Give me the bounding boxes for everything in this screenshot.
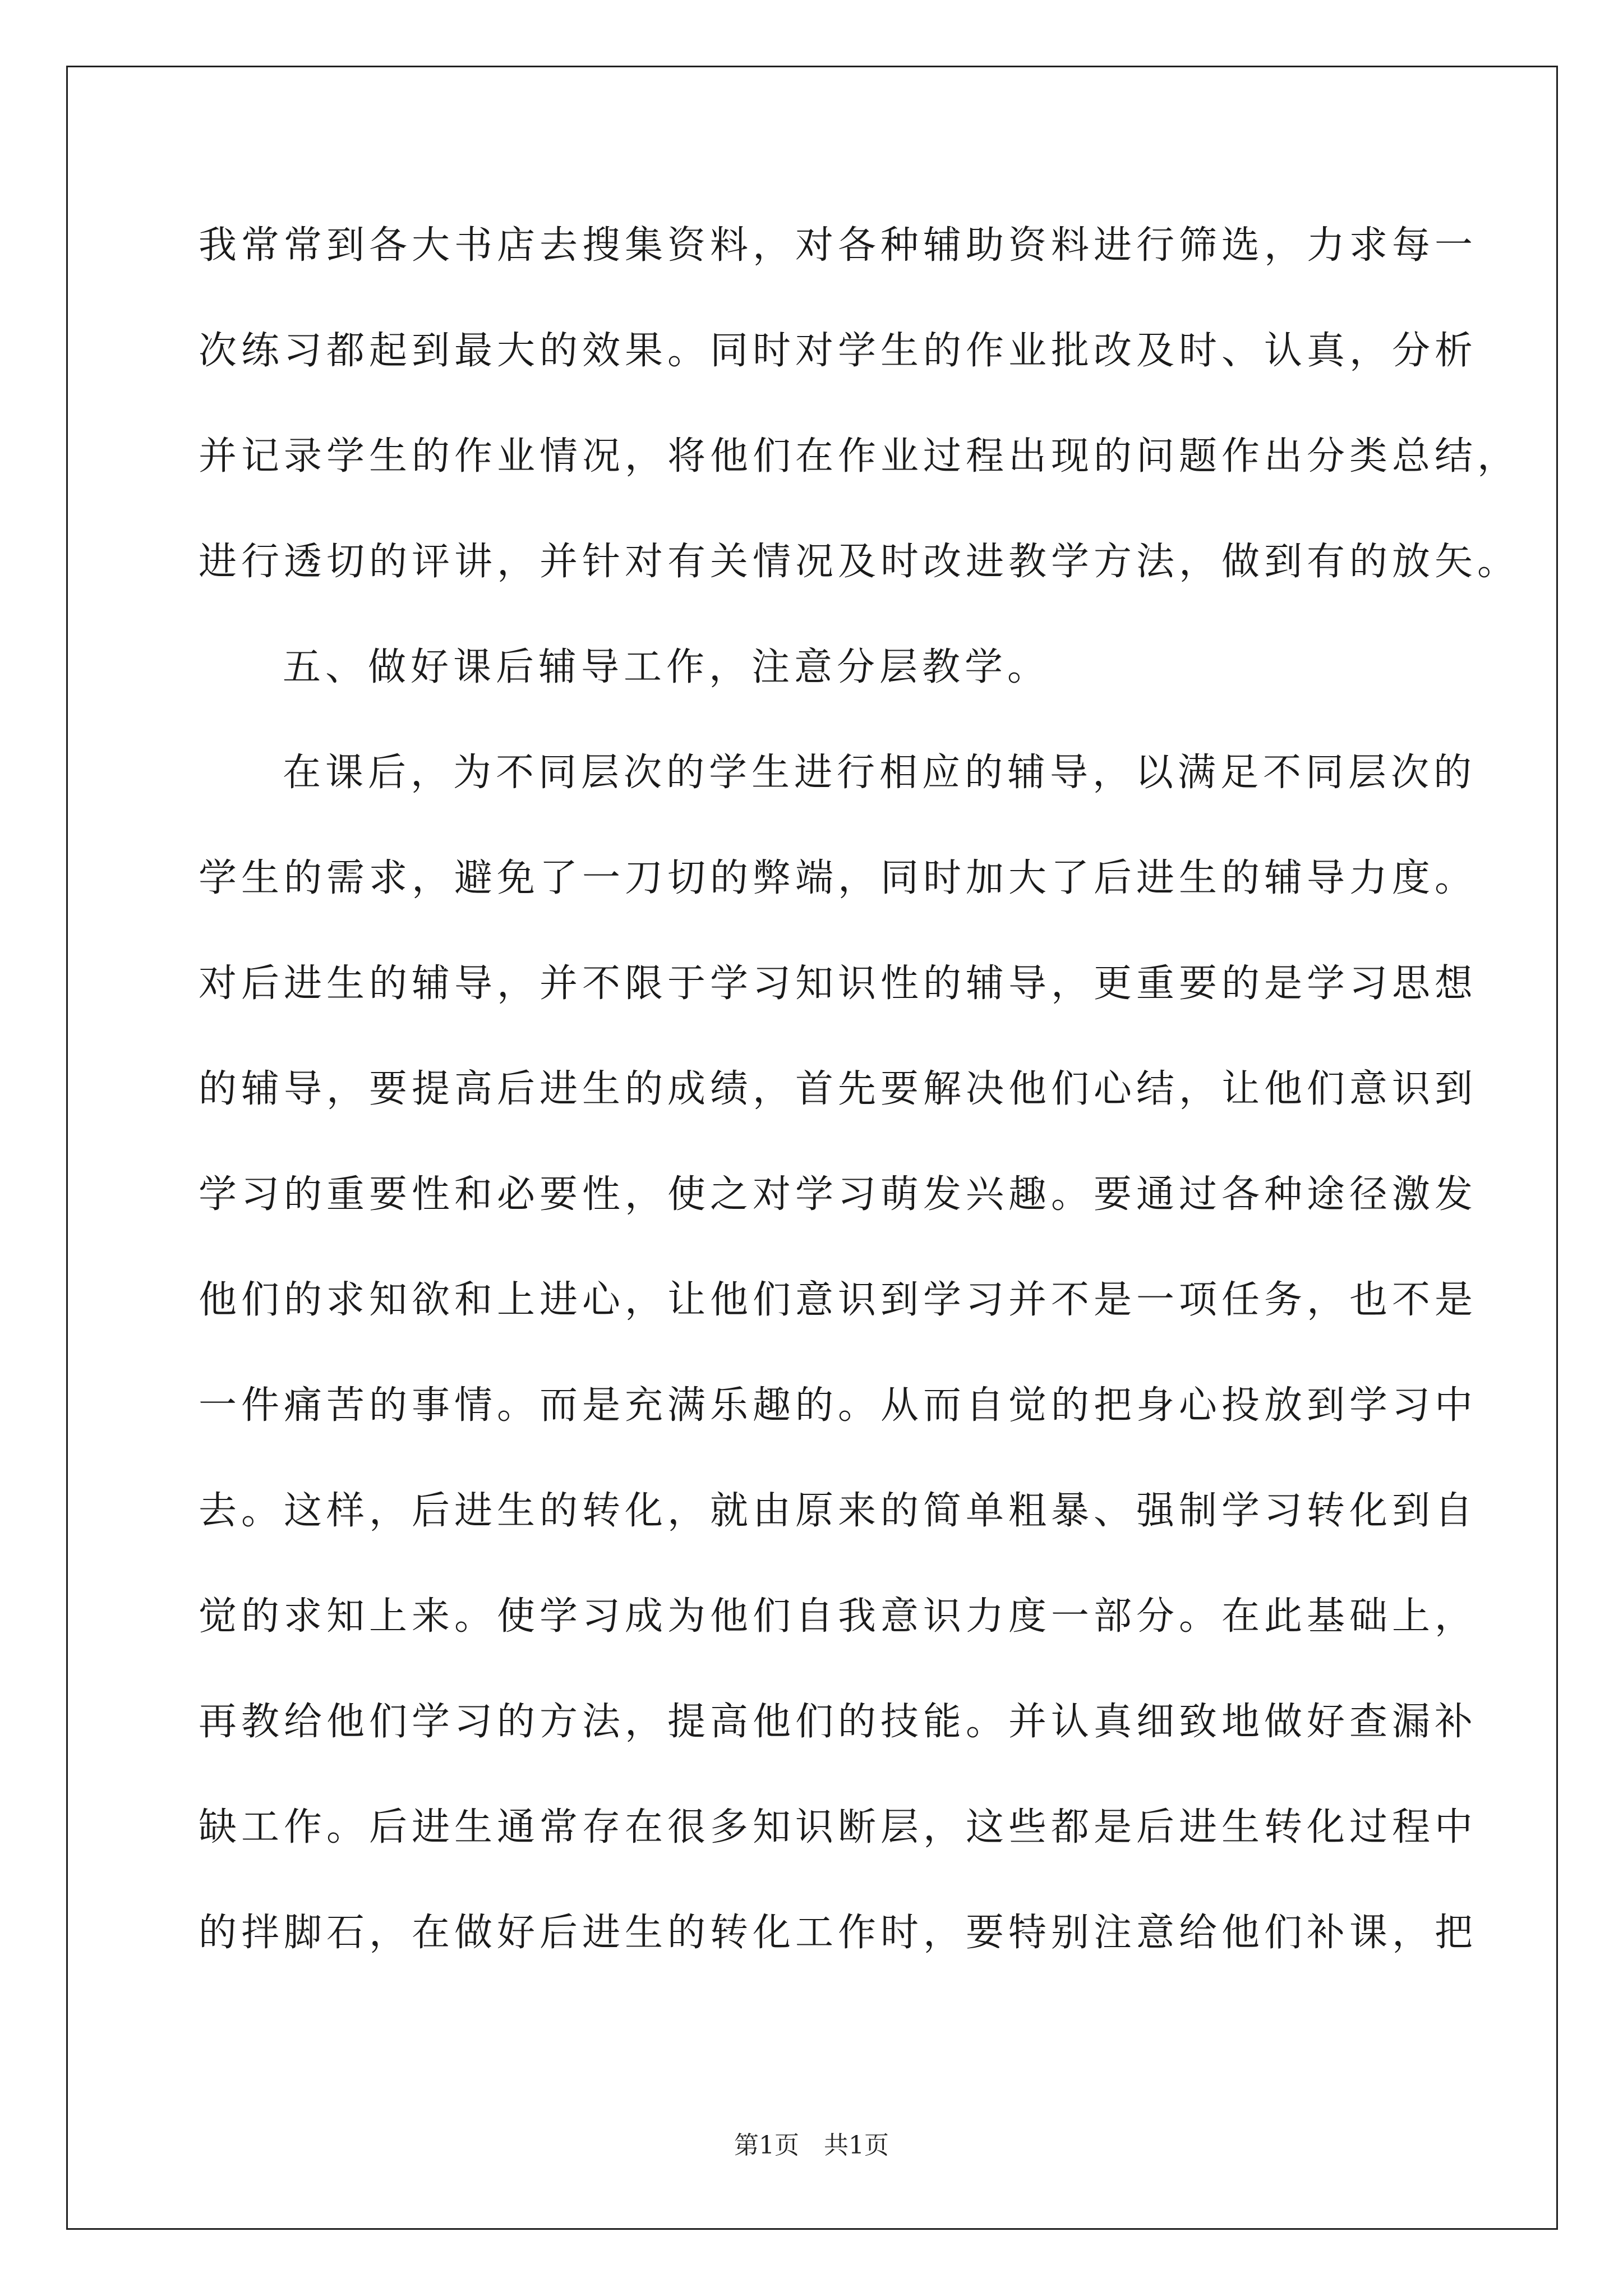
text-line: 他们的求知欲和上进心，让他们意识到学习并不是一项任务，也不是 <box>199 1278 1478 1322</box>
page-number-footer: 第1页 共1页 <box>734 2131 889 2160</box>
text-line: 去。这样，后进生的转化，就由原来的简单粗暴、强制学习转化到自 <box>199 1489 1478 1533</box>
text-line: 进行透切的评讲，并针对有关情况及时改进教学方法，做到有的放矢。 <box>199 540 1520 584</box>
text-line: 对后进生的辅导，并不限于学习知识性的辅导，更重要的是学习思想 <box>199 961 1478 1006</box>
text-line: 并记录学生的作业情况，将他们在作业过程出现的问题作出分类总结， <box>199 434 1520 478</box>
text-line: 再教给他们学习的方法，提高他们的技能。并认真细致地做好查漏补 <box>199 1700 1478 1744</box>
section-heading: 五、做好课后辅导工作，注意分层教学。 <box>283 645 1050 689</box>
text-line: 的辅导，要提高后进生的成绩，首先要解决他们心结，让他们意识到 <box>199 1067 1478 1111</box>
text-line: 次练习都起到最大的效果。同时对学生的作业批改及时、认真，分析 <box>199 329 1478 373</box>
text-line: 我常常到各大书店去搜集资料，对各种辅助资料进行筛选，力求每一 <box>199 223 1478 268</box>
text-line: 学生的需求，避免了一刀切的弊端，同时加大了后进生的辅导力度。 <box>199 856 1478 900</box>
text-line: 缺工作。后进生通常存在很多知识断层，这些都是后进生转化过程中 <box>199 1805 1478 1849</box>
text-line: 的拌脚石，在做好后进生的转化工作时，要特别注意给他们补课，把 <box>199 1911 1478 1955</box>
text-line: 觉的求知上来。使学习成为他们自我意识力度一部分。在此基础上， <box>199 1594 1478 1639</box>
paragraph-start-line: 在课后，为不同层次的学生进行相应的辅导，以满足不同层次的 <box>283 751 1477 795</box>
text-line: 学习的重要性和必要性，使之对学习萌发兴趣。要通过各种途径激发 <box>199 1172 1478 1217</box>
text-line: 一件痛苦的事情。而是充满乐趣的。从而自觉的把身心投放到学习中 <box>199 1383 1478 1428</box>
document-body <box>199 212 1520 2005</box>
